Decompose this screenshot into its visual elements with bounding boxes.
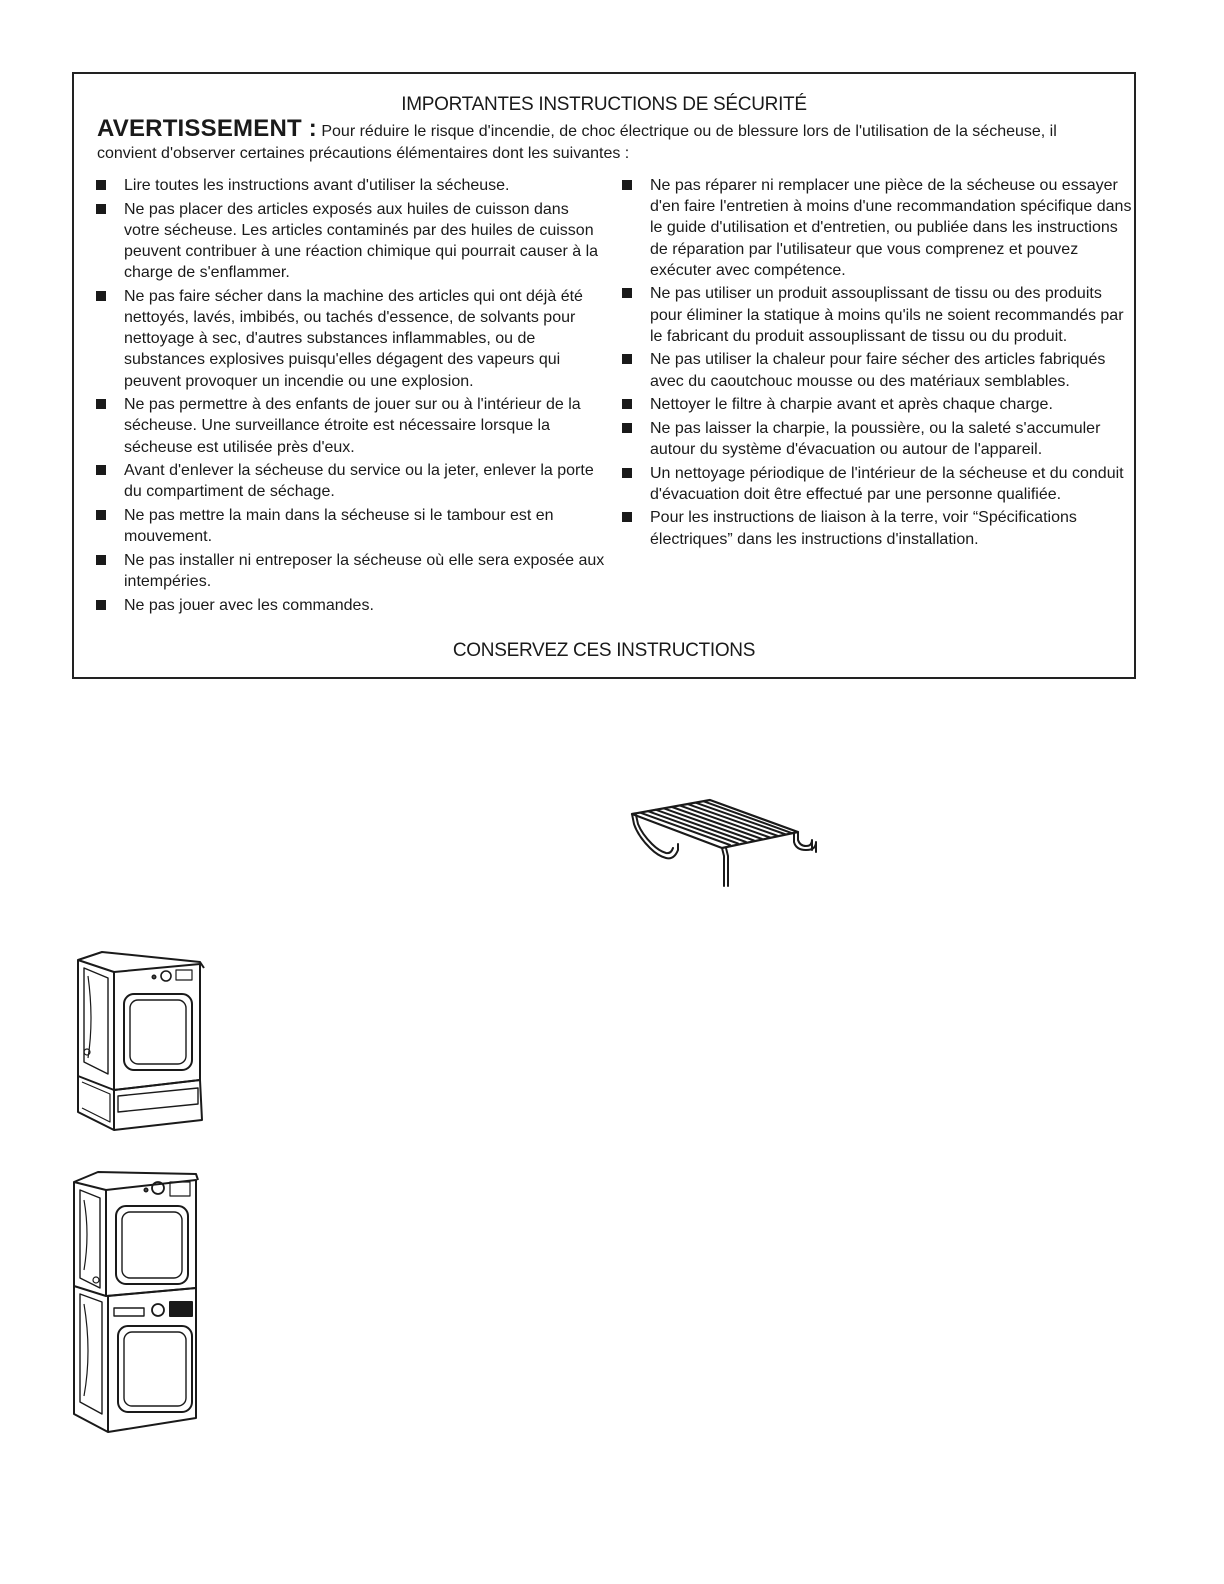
list-item: Lire toutes les instructions avant d'utiliser la sécheuse.	[96, 175, 606, 196]
square-bullet-icon	[622, 288, 632, 298]
list-item: Ne pas laisser la charpie, la poussière, ou la saleté s'accumuler autour du système d'évacuation ou autour de l'appareil.	[622, 418, 1132, 460]
safety-title: IMPORTANTES INSTRUCTIONS DE SÉCURITÉ	[401, 94, 807, 115]
list-item: Ne pas mettre la main dans la sécheuse si le tambour est en mouvement.	[96, 505, 606, 547]
dryer-on-pedestal-illustration	[74, 950, 206, 1136]
list-item: Un nettoyage périodique de l'intérieur de la sécheuse et du conduit d'évacuation doit être effectué par une personne qualifiée.	[622, 463, 1132, 505]
square-bullet-icon	[622, 468, 632, 478]
square-bullet-icon	[96, 510, 106, 520]
list-item: Ne pas faire sécher dans la machine des articles qui ont déjà été nettoyés, lavés, imbibés, ou tachés d'essence, de solvants pour nettoyage à sec, d'autres substances inflammables, ou de substances explosives puisqu'elles dégagent des vapeurs qui peuvent provoquer un incendie ou une explosion.	[96, 286, 606, 392]
square-bullet-icon	[622, 180, 632, 190]
list-item: Ne pas réparer ni remplacer une pièce de la sécheuse ou essayer d'en faire l'entretien à moins d'une recommandation spécifique dans le guide d'utilisation et d'entretien, ou publiée dans les instructions de réparation par l'utilisateur que vous comprenez et pouvez exécuter avec compétence.	[622, 175, 1132, 281]
drying-rack-illustration	[626, 796, 846, 892]
save-instructions-footer: CONSERVEZ CES INSTRUCTIONS	[452, 640, 756, 661]
square-bullet-icon	[96, 465, 106, 475]
list-item: Pour les instructions de liaison à la terre, voir “Spécifications électriques” dans les instructions d'installation.	[622, 507, 1132, 549]
square-bullet-icon	[622, 423, 632, 433]
warning-text: Pour réduire le risque d'incendie, de choc électrique ou de blessure lors de l'utilisation de la sécheuse, il convient d'observer certaines précautions élémentaires dont les suivantes :	[97, 123, 1057, 162]
safety-instructions-box	[72, 72, 1136, 679]
list-item: Ne pas permettre à des enfants de jouer sur ou à l'intérieur de la sécheuse. Une surveillance étroite est nécessaire lorsque la sécheuse est utilisée près d'eux.	[96, 394, 606, 458]
square-bullet-icon	[96, 180, 106, 190]
list-item: Avant d'enlever la sécheuse du service ou la jeter, enlever la porte du compartiment de séchage.	[96, 460, 606, 502]
square-bullet-icon	[96, 555, 106, 565]
square-bullet-icon	[622, 512, 632, 522]
square-bullet-icon	[622, 399, 632, 409]
warning-paragraph	[97, 115, 1114, 165]
warning-label: AVERTISSEMENT :	[97, 115, 317, 142]
square-bullet-icon	[96, 399, 106, 409]
list-item: Ne pas placer des articles exposés aux huiles de cuisson dans votre sécheuse. Les articles contaminés par des huiles de cuisson peuvent contribuer à une réaction chimique qui pourrait causer à la charge de s'enflammer.	[96, 199, 606, 284]
square-bullet-icon	[96, 291, 106, 301]
list-item: Nettoyer le filtre à charpie avant et après chaque charge.	[622, 394, 1132, 415]
square-bullet-icon	[96, 600, 106, 610]
list-item: Ne pas installer ni entreposer la sécheuse où elle sera exposée aux intempéries.	[96, 550, 606, 592]
list-item: Ne pas utiliser un produit assouplissant de tissu ou des produits pour éliminer la statique à moins qu'ils ne soient recommandés par le fabricant du produit assouplissant de tissu ou du produit.	[622, 283, 1132, 347]
list-item: Ne pas utiliser la chaleur pour faire sécher des articles fabriqués avec du caoutchouc mousse ou des matériaux semblables.	[622, 349, 1132, 391]
square-bullet-icon	[96, 204, 106, 214]
list-item: Ne pas jouer avec les commandes.	[96, 595, 606, 616]
right-instructions-list	[622, 175, 1132, 552]
stacked-washer-dryer-illustration	[70, 1170, 202, 1434]
square-bullet-icon	[622, 354, 632, 364]
left-instructions-list	[96, 175, 606, 618]
